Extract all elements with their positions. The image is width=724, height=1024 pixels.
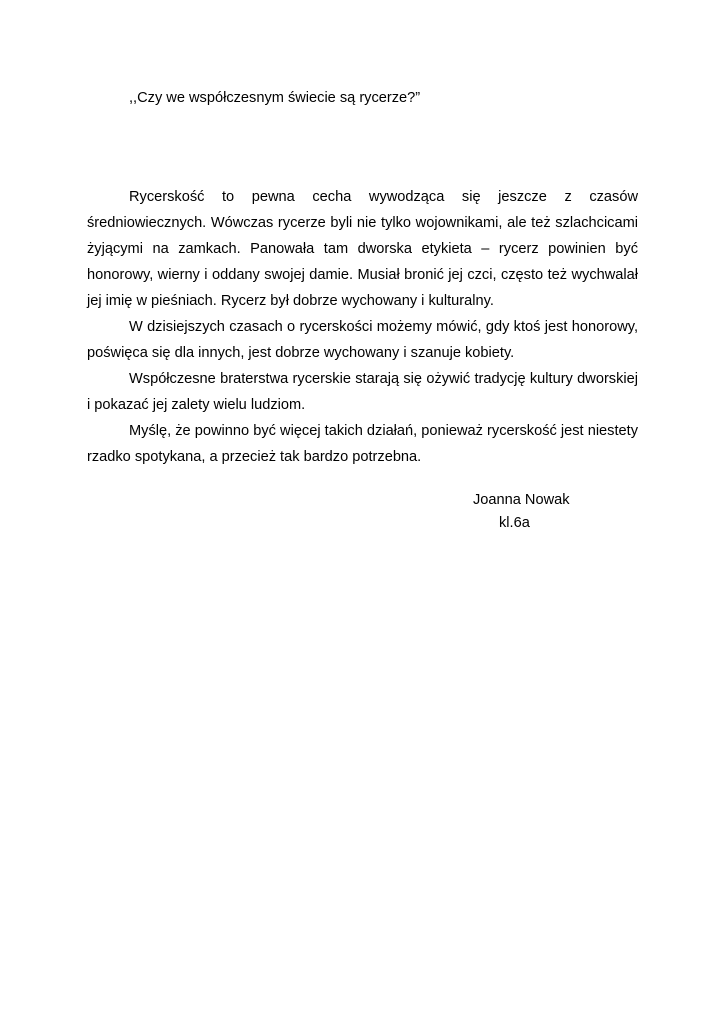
document-title: ,,Czy we współczesnym świecie są rycerze?” (129, 90, 421, 106)
signature-block (473, 489, 570, 535)
essay-body (87, 184, 638, 470)
author-class: kl.6a (499, 515, 530, 531)
paragraph-4: Myślę, że powinno być więcej takich działań, ponieważ rycerskość jest niestety rzadko spotykana, a przecież tak bardzo potrzebna. (87, 423, 638, 465)
paragraph-3: Współczesne braterstwa rycerskie starają się ożywić tradycję kultury dworskiej i pokazać jej zalety wielu ludziom. (87, 371, 638, 413)
paragraph-2: W dzisiejszych czasach o rycerskości możemy mówić, gdy ktoś jest honorowy, poświęca się dla innych, jest dobrze wychowany i szanuje kobiety. (87, 319, 638, 361)
paragraph-1: Rycerskość to pewna cecha wywodząca się jeszcze z czasów średniowiecznych. Wówczas rycerze byli nie tylko wojownikami, ale też szlachcicami żyjącymi na zamkach. Panowała tam dworska etykieta – rycerz powinien być honorowy, wierny i oddany swojej damie. Musiał bronić jej czci, często też wychwalał jej imię w pieśniach. Rycerz był dobrze wychowany i kulturalny. (87, 189, 638, 309)
author-name: Joanna Nowak (473, 492, 570, 508)
